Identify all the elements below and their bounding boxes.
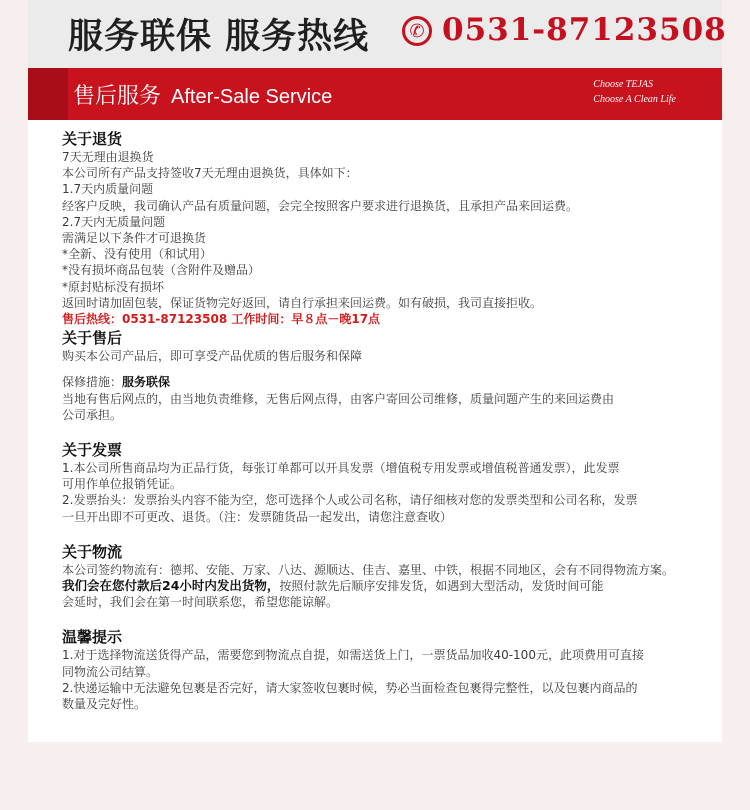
content-panel <box>28 120 722 742</box>
returns-line: 需满足以下条件才可退换货 <box>62 231 207 246</box>
section-banner <box>28 68 722 120</box>
slogan-line-2: Choose A Clean Life <box>593 94 676 105</box>
invoice-line: 一旦开出即不可更改、退货。（注：发票随货品一起发出，请您注意查收） <box>62 509 453 524</box>
warranty-label: 保修措施： <box>62 375 123 390</box>
returns-line: 7天无理由退换货 <box>62 150 154 164</box>
invoice-line: 可用作单位报销凭证。 <box>62 477 183 492</box>
aftersale-intro: 购买本公司产品后，即可享受产品优质的售后服务和保障 <box>62 349 363 364</box>
banner-accent <box>28 68 68 120</box>
service-heading: 服务联保 服务热线 <box>68 17 370 57</box>
warranty-value: 服务联保 <box>122 375 171 390</box>
returns-line: 2.7天内无质量问题 <box>62 214 166 229</box>
returns-line: 1.7天内质量问题 <box>62 182 154 197</box>
tips-line: 数量及完好性。 <box>62 697 147 712</box>
logistics-line <box>62 578 702 594</box>
brand-slogan <box>593 77 676 107</box>
aftersale-heading: 关于售后 <box>62 329 123 348</box>
invoice-heading: 关于发票 <box>62 441 123 460</box>
returns-line: *原封贴标没有损坏 <box>62 279 165 294</box>
aftersale-desc: 公司承担。 <box>62 407 123 422</box>
logistics-rest: 按照付款先后顺序安排发货，如遇到大型活动，发货时间可能 <box>279 579 604 594</box>
banner-title-en: After-Sale Service <box>171 86 333 108</box>
content-body <box>62 128 702 712</box>
tips-line: 同物流公司结算。 <box>62 664 159 679</box>
tips-line: 2.快递运输中无法避免包裹是否完好，请大家签收包裹时候，势必当面检查包裹得完整性，以及包裹内商品的 <box>62 680 638 695</box>
shipping-promise: 我们会在您付款后24小时内发出货物， <box>62 578 280 594</box>
returns-line: *全新、没有使用（和试用） <box>62 247 213 262</box>
aftersale-desc: 当地有售后网点的，由当地负责维修，无售后网点得，由客户寄回公司维修，质量问题产生的来回运费由 <box>62 391 615 406</box>
tips-line: 1.对于选择物流送货得产品，需要您到物流点自提，如需送货上门，一票货品加收40-100元，此项费用可直接 <box>62 648 644 663</box>
invoice-line: 2.发票抬头：发票抬头内容不能为空，您可选择个人或公司名称，请仔细核对您的发票类型和公司名称，发票 <box>62 493 638 508</box>
warranty-measure <box>62 374 702 390</box>
invoice-line: 1.本公司所售商品均为正品行货，每张订单都可以开具发票（增值税专用发票或增值税普通发票），此发票 <box>62 461 620 476</box>
logistics-line: 会延时，我们会在第一时间联系您，希望您能谅解。 <box>62 595 339 610</box>
hotline-header <box>28 0 727 68</box>
returns-heading: 关于退货 <box>62 130 123 148</box>
banner-title <box>73 79 332 110</box>
tips-heading: 温馨提示 <box>62 628 123 647</box>
returns-line: 返回时请加固包装，保证货物完好返回，请自行承担来回运费。如有破损，我司直接拒收。 <box>62 295 543 310</box>
aftersale-hotline: 售后热线：0531-87123508 工作时间：早８点－晚17点 <box>62 312 381 327</box>
returns-line: 本公司所有产品支持签收7天无理由退换货，具体如下： <box>62 166 358 181</box>
banner-title-cn: 售后服务 <box>73 84 162 109</box>
hotline-number: 0531-87123508 <box>442 12 727 48</box>
phone-icon: ✆ <box>402 16 432 46</box>
logistics-heading: 关于物流 <box>62 542 123 561</box>
logistics-line: 本公司签约物流有：德邦、安能、万家、八达、源顺达、佳吉、嘉里、中铁，根据不同地区，会有不同得物流方案。 <box>62 562 675 577</box>
returns-line: 经客户反映，我司确认产品有质量问题，会完全按照客户要求进行退换货，且承担产品来回运费。 <box>62 198 579 213</box>
returns-line: *没有损坏商品包装（含附件及赠品） <box>62 263 261 278</box>
slogan-line-1: Choose TEJAS <box>593 79 654 90</box>
